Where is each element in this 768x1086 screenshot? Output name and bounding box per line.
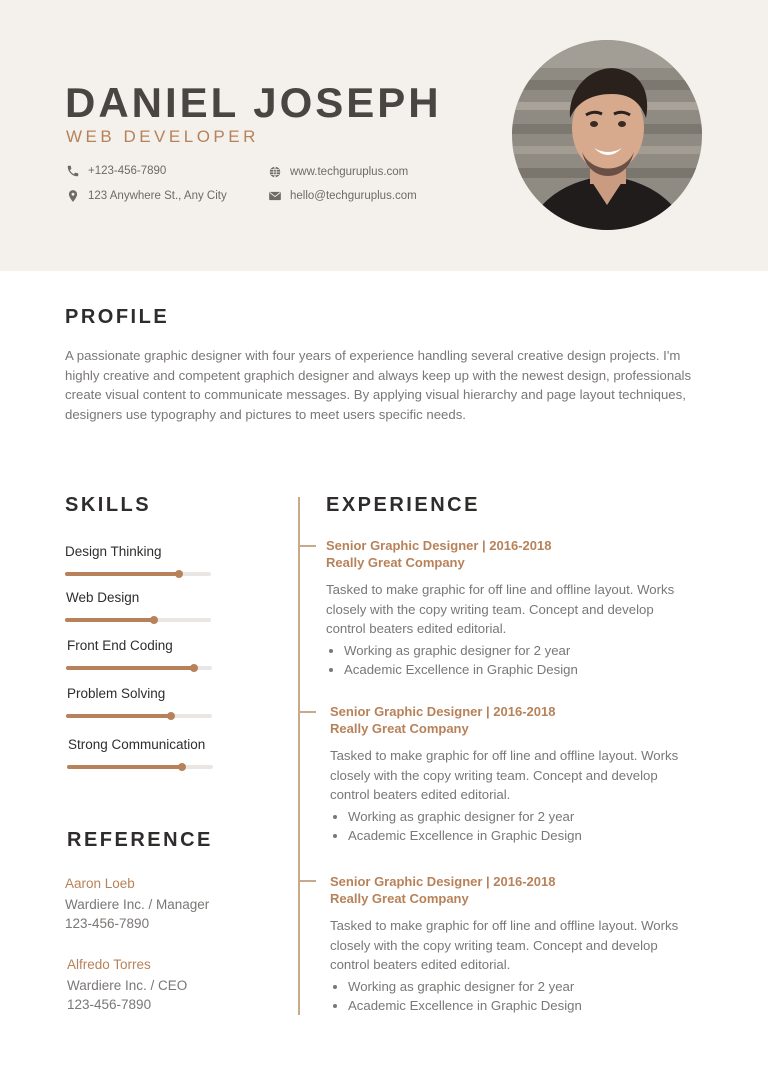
job-title: Senior Graphic Designer | 2016-2018	[330, 874, 556, 889]
skill-label: Web Design	[66, 590, 140, 605]
skill-label: Strong Communication	[68, 737, 206, 752]
reference-phone: 123-456-7890	[65, 916, 150, 931]
skill-bar-knob	[150, 616, 158, 624]
timeline-tick	[298, 711, 316, 713]
timeline-tick	[298, 545, 316, 547]
job-description: Tasked to make graphic for off line and offline layout. Works closely with the copy writing team. Concept and develop control beaters edited editorial.	[330, 918, 679, 972]
mail-icon	[268, 189, 282, 203]
candidate-name: DANIEL JOSEPH	[65, 79, 442, 126]
skill-bar	[66, 666, 212, 670]
location-icon	[66, 189, 80, 203]
job-bullets	[326, 641, 696, 680]
skill-bar-knob	[167, 712, 175, 720]
skill-bar	[67, 765, 213, 769]
profile-summary: A passionate graphic designer with four years of experience handling several creative design projects. I'm highly creative and competent graphich designer and always keep up with the newest design, professionals create visual content to communicate messages. By applying visual hierarchy and page layout techniques, designers use typography and pictures to meet users specific needs.	[65, 348, 692, 422]
timeline-tick	[298, 880, 316, 882]
job-description: Tasked to make graphic for off line and offline layout. Works closely with the copy writing team. Concept and develop control beaters edited editorial.	[330, 748, 679, 802]
profile-photo	[512, 40, 702, 230]
skill-bar-fill	[66, 666, 194, 670]
header-band	[0, 0, 768, 271]
job-bullet: • Working as graphic designer for 2 year	[348, 807, 700, 827]
job-company: Really Great Company	[330, 891, 469, 906]
reference-phone: 123-456-7890	[67, 997, 152, 1012]
skill-bar-knob	[175, 570, 183, 578]
profile-heading: PROFILE	[65, 306, 170, 328]
job-bullet: • Academic Excellence in Graphic Design	[348, 996, 700, 1016]
experience-heading: EXPERIENCE	[326, 494, 480, 516]
job-description: Tasked to make graphic for off line and offline layout. Works closely with the copy writing team. Concept and develop control beaters edited editorial.	[326, 582, 675, 636]
skill-bar-fill	[65, 618, 154, 622]
email-link[interactable]: hello@techguruplus.com	[290, 190, 417, 202]
skill-bar-fill	[66, 714, 171, 718]
job-title: Senior Graphic Designer | 2016-2018	[326, 538, 552, 553]
skill-bar	[66, 714, 212, 718]
contact-email	[268, 189, 417, 203]
candidate-role: WEB DEVELOPER	[66, 127, 259, 146]
skill-bar-fill	[67, 765, 182, 769]
job-bullets	[330, 977, 700, 1016]
address-text: 123 Anywhere St., Any City	[88, 190, 227, 202]
phone-icon	[66, 164, 80, 178]
timeline-line	[298, 497, 300, 1015]
experience-entry	[330, 703, 700, 846]
job-bullet: • Working as graphic designer for 2 year	[348, 977, 700, 997]
skill-bar-fill	[65, 572, 179, 576]
phone-text: +123-456-7890	[88, 165, 167, 177]
contact-address	[66, 189, 227, 203]
job-company: Really Great Company	[326, 555, 465, 570]
website-link[interactable]: www.techguruplus.com	[290, 166, 409, 178]
skills-heading: SKILLS	[65, 494, 152, 516]
reference-org: Wardiere Inc. / Manager	[65, 897, 210, 912]
contact-phone	[66, 164, 166, 178]
job-bullet: • Academic Excellence in Graphic Design	[344, 660, 696, 680]
skill-bar	[65, 618, 211, 622]
job-bullet: • Working as graphic designer for 2 year	[344, 641, 696, 661]
skill-label: Problem Solving	[67, 686, 166, 701]
skill-label: Front End Coding	[67, 638, 173, 653]
experience-entry	[330, 873, 700, 1016]
job-bullets	[330, 807, 700, 846]
job-bullet: • Academic Excellence in Graphic Design	[348, 826, 700, 846]
reference-heading: REFERENCE	[67, 829, 213, 851]
skill-label: Design Thinking	[65, 544, 162, 559]
skill-bar-knob	[190, 664, 198, 672]
job-company: Really Great Company	[330, 721, 469, 736]
job-title: Senior Graphic Designer | 2016-2018	[330, 704, 556, 719]
globe-icon	[268, 165, 282, 179]
reference-name: Aaron Loeb	[65, 876, 135, 891]
skill-bar-knob	[178, 763, 186, 771]
reference-name: Alfredo Torres	[67, 957, 151, 972]
reference-org: Wardiere Inc. / CEO	[67, 978, 188, 993]
experience-entry	[326, 537, 696, 680]
skill-bar	[65, 572, 211, 576]
contact-website	[268, 165, 408, 179]
